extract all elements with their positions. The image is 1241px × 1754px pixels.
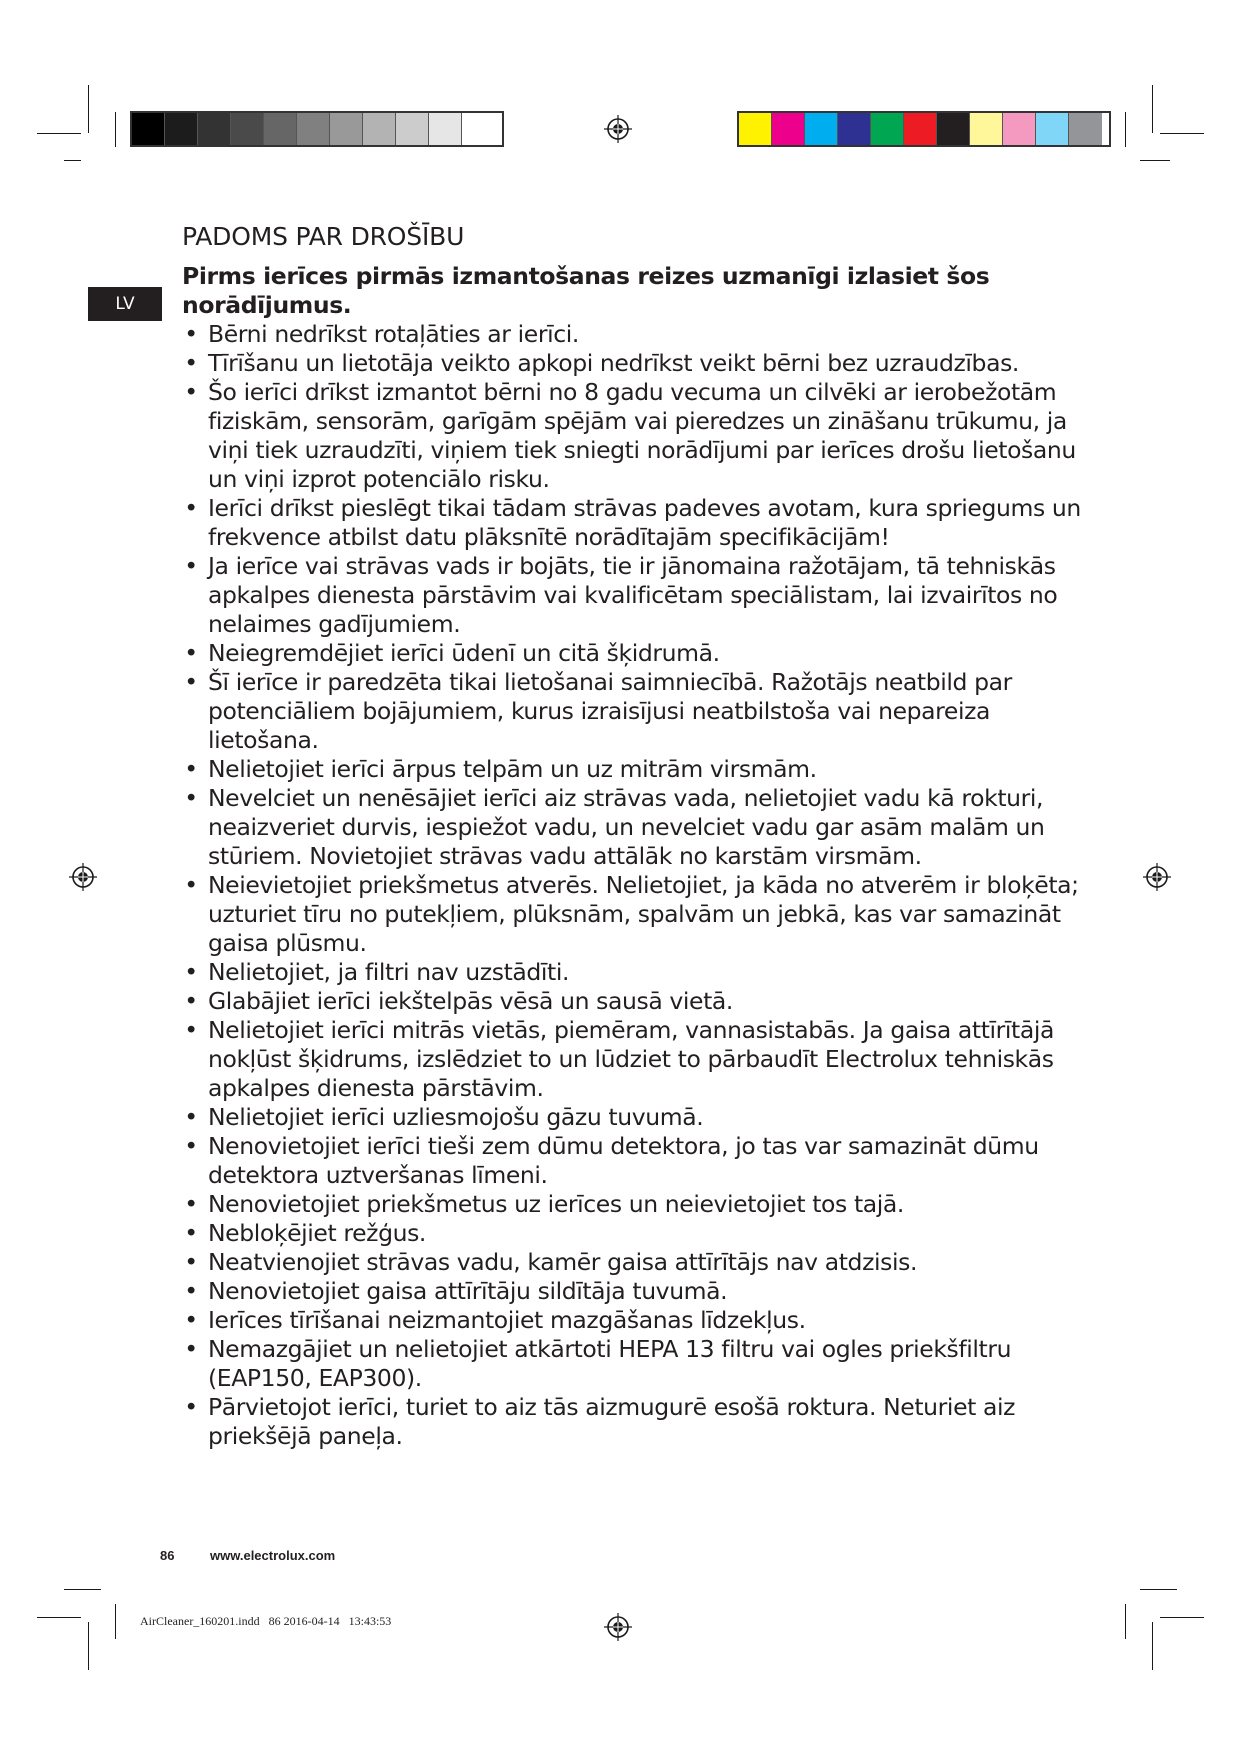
color-swatch xyxy=(937,113,970,145)
bullet-icon: • xyxy=(184,784,198,812)
crop-mark xyxy=(1125,1604,1126,1639)
list-item-text: Šī ierīce ir paredzēta tikai lietošanai saimniecībā. Ražotājs neatbild par potenciāliem bojājumiem, kurus izraisījusi neatbilstoša vai nepareiza lietošana. xyxy=(208,668,1012,754)
section-title: PADOMS PAR DROŠĪBU xyxy=(182,222,465,251)
crop-mark xyxy=(1140,1589,1177,1590)
color-swatch xyxy=(132,113,165,145)
list-item xyxy=(182,755,1082,784)
bullet-icon: • xyxy=(184,1393,198,1421)
list-item xyxy=(182,1306,1082,1335)
color-swatch xyxy=(462,113,495,145)
crop-mark xyxy=(88,85,89,133)
color-swatch xyxy=(231,113,264,145)
list-item-text: Bērni nedrīkst rotaļāties ar ierīci. xyxy=(208,320,579,348)
crop-mark xyxy=(88,1622,89,1670)
bullet-icon: • xyxy=(184,378,198,406)
bullet-icon: • xyxy=(184,1219,198,1247)
list-item xyxy=(182,378,1082,494)
color-swatch xyxy=(739,113,772,145)
bullet-icon: • xyxy=(184,755,198,783)
list-item xyxy=(182,871,1082,958)
list-item-text: Nelietojiet ierīci ārpus telpām un uz mitrām virsmām. xyxy=(208,755,817,783)
crop-mark xyxy=(64,1589,101,1590)
crop-mark xyxy=(1160,1617,1204,1618)
list-item xyxy=(182,1190,1082,1219)
list-item-text: Nelietojiet ierīci uzliesmojošu gāzu tuvumā. xyxy=(208,1103,704,1131)
color-swatch xyxy=(970,113,1003,145)
color-swatch xyxy=(264,113,297,145)
list-item xyxy=(182,1103,1082,1132)
color-swatch xyxy=(904,113,937,145)
bullet-icon: • xyxy=(184,494,198,522)
list-item-text: Pārvietojot ierīci, turiet to aiz tās aizmugurē esošā roktura. Neturiet aiz priekšējā paneļa. xyxy=(208,1393,1016,1450)
list-item-text: Nenovietojiet gaisa attīrītāju sildītāja tuvumā. xyxy=(208,1277,728,1305)
grayscale-calibration-bar xyxy=(130,111,504,147)
color-swatch xyxy=(363,113,396,145)
color-swatch xyxy=(198,113,231,145)
list-item-text: Nelietojiet, ja filtri nav uzstādīti. xyxy=(208,958,570,986)
bullet-icon: • xyxy=(184,1016,198,1044)
bullet-icon: • xyxy=(184,1132,198,1160)
color-swatch xyxy=(1003,113,1036,145)
registration-mark-icon xyxy=(68,862,98,892)
crop-mark xyxy=(37,1617,81,1618)
bullet-icon: • xyxy=(184,349,198,377)
safety-list xyxy=(182,320,1082,1451)
list-item-text: Neatvienojiet strāvas vadu, kamēr gaisa attīrītājs nav atdzisis. xyxy=(208,1248,918,1276)
list-item xyxy=(182,639,1082,668)
list-item-text: Nebloķējiet režģus. xyxy=(208,1219,426,1247)
crop-mark xyxy=(1160,133,1204,134)
color-swatch xyxy=(772,113,805,145)
color-swatch xyxy=(1036,113,1069,145)
list-item xyxy=(182,494,1082,552)
print-slug: AirCleaner_160201.indd 86 2016-04-14 13:43:53 xyxy=(140,1614,392,1628)
bullet-icon: • xyxy=(184,552,198,580)
registration-mark-icon xyxy=(603,1612,633,1642)
bullet-icon: • xyxy=(184,1190,198,1218)
list-item-text: Ja ierīce vai strāvas vads ir bojāts, tie ir jānomaina ražotājam, tā tehniskās apkalpes dienesta pārstāvim vai kvalificētam speciālistam, lai izvairītos no nelaimes gadījumiem. xyxy=(208,552,1058,638)
list-item-text: Nevelciet un nenēsājiet ierīci aiz strāvas vada, nelietojiet vadu kā rokturi, neaizveriet durvis, iespiežot vadu, un nevelciet vadu gar asām malām un stūriem. Novietojiet strāvas vadu attālāk no karstām virsmām. xyxy=(208,784,1045,870)
footer-url: www.electrolux.com xyxy=(210,1548,336,1563)
list-item-text: Glabājiet ierīci iekštelpās vēsā un sausā vietā. xyxy=(208,987,733,1015)
color-swatch xyxy=(1069,113,1102,145)
color-swatch xyxy=(838,113,871,145)
bullet-icon: • xyxy=(184,1103,198,1131)
list-item-text: Nenovietojiet priekšmetus uz ierīces un neievietojiet tos tajā. xyxy=(208,1190,904,1218)
list-item-text: Nemazgājiet un nelietojiet atkārtoti HEPA 13 filtru vai ogles priekšfiltru (EAP150, EAP300). xyxy=(208,1335,1012,1392)
registration-mark-icon xyxy=(1142,862,1172,892)
list-item xyxy=(182,958,1082,987)
list-item-text: Šo ierīci drīkst izmantot bērni no 8 gadu vecuma un cilvēki ar ierobežotām fiziskām, sensorām, garīgām spējām vai pieredzes un zināšanu trūkumu, ja viņi tiek uzraudzīti, viņiem tiek sniegti norādījumi par ierīces drošu lietošanu un viņi izprot potenciālo risku. xyxy=(208,378,1076,493)
list-item-text: Nelietojiet ierīci mitrās vietās, piemēram, vannasistabās. Ja gaisa attīrītājā nokļūst šķidrums, izslēdziet to un lūdziet to pārbaudīt Electrolux tehniskās apkalpes dienesta pārstāvim. xyxy=(208,1016,1054,1102)
color-swatch xyxy=(396,113,429,145)
crop-mark xyxy=(64,160,81,161)
registration-mark-icon xyxy=(603,114,633,144)
section-subtitle: Pirms ierīces pirmās izmantošanas reizes uzmanīgi izlasiet šos norādījumus. xyxy=(182,262,990,319)
crop-mark xyxy=(37,133,81,134)
list-item xyxy=(182,784,1082,871)
list-item xyxy=(182,320,1082,349)
list-item xyxy=(182,552,1082,639)
list-item xyxy=(182,668,1082,755)
list-item-text: Neievietojiet priekšmetus atverēs. Nelietojiet, ja kāda no atverēm ir bloķēta; uzturiet tīru no putekļiem, plūksnām, spalvām un jebkā, kas var samazināt gaisa plūsmu. xyxy=(208,871,1079,957)
page-number: 86 xyxy=(160,1548,175,1563)
list-item xyxy=(182,1277,1082,1306)
color-swatch xyxy=(805,113,838,145)
list-item xyxy=(182,1335,1082,1393)
crop-mark xyxy=(115,1604,116,1639)
bullet-icon: • xyxy=(184,1335,198,1363)
bullet-icon: • xyxy=(184,871,198,899)
color-swatch xyxy=(165,113,198,145)
list-item xyxy=(182,987,1082,1016)
color-swatch xyxy=(429,113,462,145)
bullet-icon: • xyxy=(184,1277,198,1305)
list-item-text: Nenovietojiet ierīci tieši zem dūmu detektora, jo tas var samazināt dūmu detektora uztveršanas līmeni. xyxy=(208,1132,1039,1189)
bullet-icon: • xyxy=(184,320,198,348)
list-item xyxy=(182,1132,1082,1190)
list-item-text: Ierīci drīkst pieslēgt tikai tādam strāvas padeves avotam, kura spriegums un frekvence atbilst datu plāksnītē norādītajām specifikācijām! xyxy=(208,494,1081,551)
color-calibration-bar xyxy=(737,111,1111,147)
list-item-text: Tīrīšanu un lietotāja veikto apkopi nedrīkst veikt bērni bez uzraudzības. xyxy=(208,349,1019,377)
color-swatch xyxy=(871,113,904,145)
list-item-text: Neiegremdējiet ierīci ūdenī un citā šķidrumā. xyxy=(208,639,720,667)
bullet-icon: • xyxy=(184,1306,198,1334)
bullet-icon: • xyxy=(184,668,198,696)
crop-mark xyxy=(1140,160,1170,161)
bullet-icon: • xyxy=(184,987,198,1015)
color-swatch xyxy=(297,113,330,145)
crop-mark xyxy=(1125,112,1126,147)
crop-mark xyxy=(1152,85,1153,133)
list-item-text: Ierīces tīrīšanai neizmantojiet mazgāšanas līdzekļus. xyxy=(208,1306,806,1334)
bullet-icon: • xyxy=(184,639,198,667)
safety-section xyxy=(182,222,1082,1451)
crop-mark xyxy=(115,112,116,147)
list-item xyxy=(182,349,1082,378)
language-tab: LV xyxy=(88,287,162,321)
crop-mark xyxy=(1152,1622,1153,1670)
list-item xyxy=(182,1016,1082,1103)
list-item xyxy=(182,1393,1082,1451)
list-item xyxy=(182,1248,1082,1277)
color-swatch xyxy=(330,113,363,145)
bullet-icon: • xyxy=(184,1248,198,1276)
bullet-icon: • xyxy=(184,958,198,986)
list-item xyxy=(182,1219,1082,1248)
